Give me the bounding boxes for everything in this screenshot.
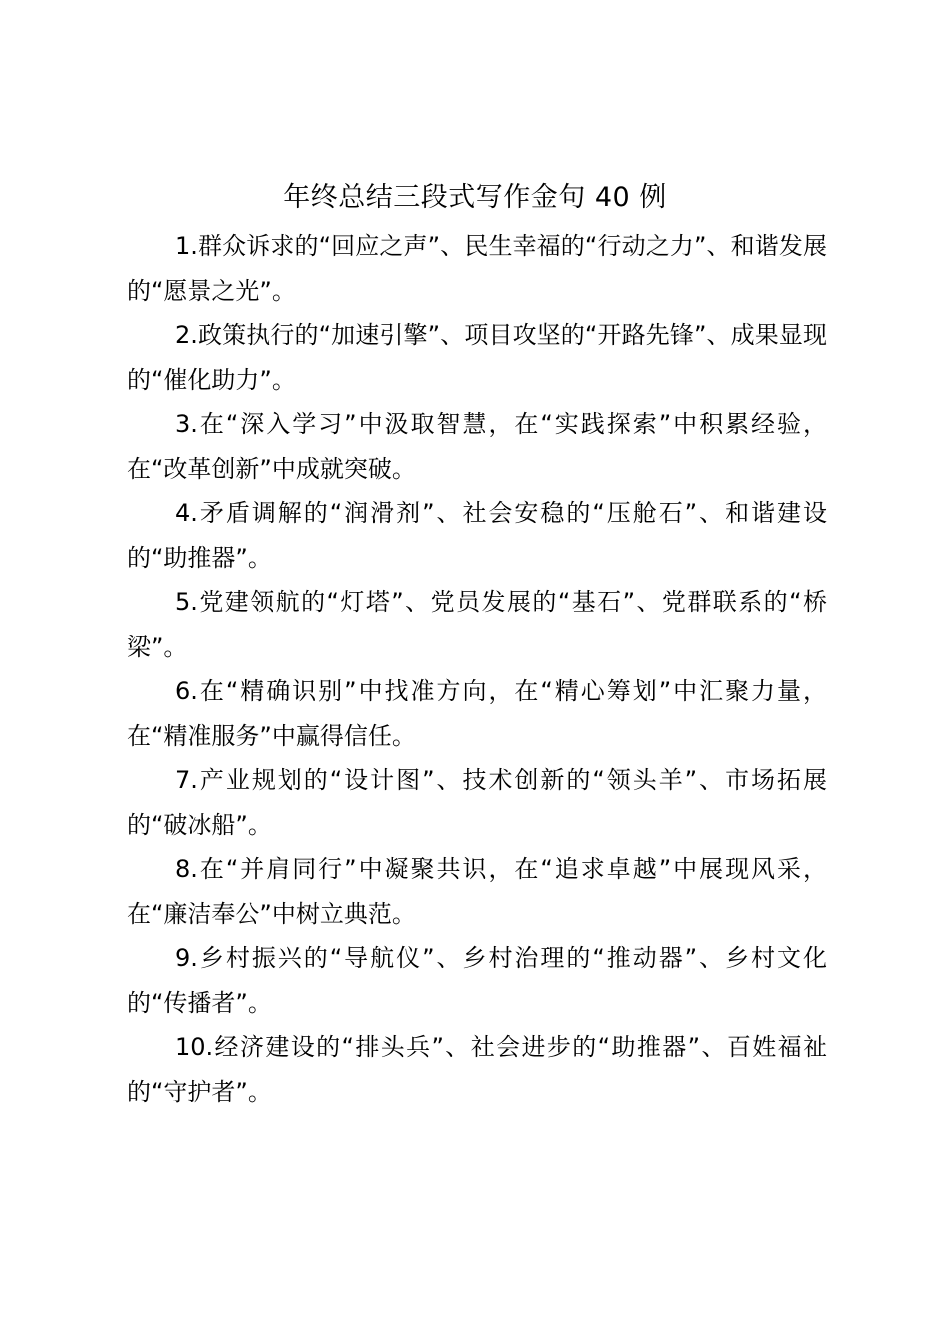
document-body	[127, 224, 827, 1114]
paragraph-7: 7.产业规划的“设计图”、技术创新的“领头羊”、市场拓展的“破冰船”。	[127, 766, 827, 839]
paragraph-5: 5.党建领航的“灯塔”、党员发展的“基石”、党群联系的“桥梁”。	[127, 588, 827, 661]
paragraph-8: 8.在“并肩同行”中凝聚共识，在“追求卓越”中展现风采，在“廉洁奉公”中树立典范。	[127, 855, 827, 928]
paragraph-2: 2.政策执行的“加速引擎”、项目攻坚的“开路先锋”、成果显现的“催化助力”。	[127, 321, 827, 394]
paragraph-3: 3.在“深入学习”中汲取智慧，在“实践探索”中积累经验，在“改革创新”中成就突破。	[127, 410, 827, 483]
paragraph-4: 4.矛盾调解的“润滑剂”、社会安稳的“压舱石”、和谐建设的“助推器”。	[127, 499, 827, 572]
paragraph-1: 1.群众诉求的“回应之声”、民生幸福的“行动之力”、和谐发展的“愿景之光”。	[127, 232, 827, 305]
document-title: 年终总结三段式写作金句 40 例	[283, 182, 667, 213]
paragraph-6: 6.在“精确识别”中找准方向，在“精心筹划”中汇聚力量，在“精准服务”中赢得信任。	[127, 677, 827, 750]
paragraph-10: 10.经济建设的“排头兵”、社会进步的“助推器”、百姓福祉的“守护者”。	[127, 1033, 827, 1106]
paragraph-9: 9.乡村振兴的“导航仪”、乡村治理的“推动器”、乡村文化的“传播者”。	[127, 944, 827, 1017]
